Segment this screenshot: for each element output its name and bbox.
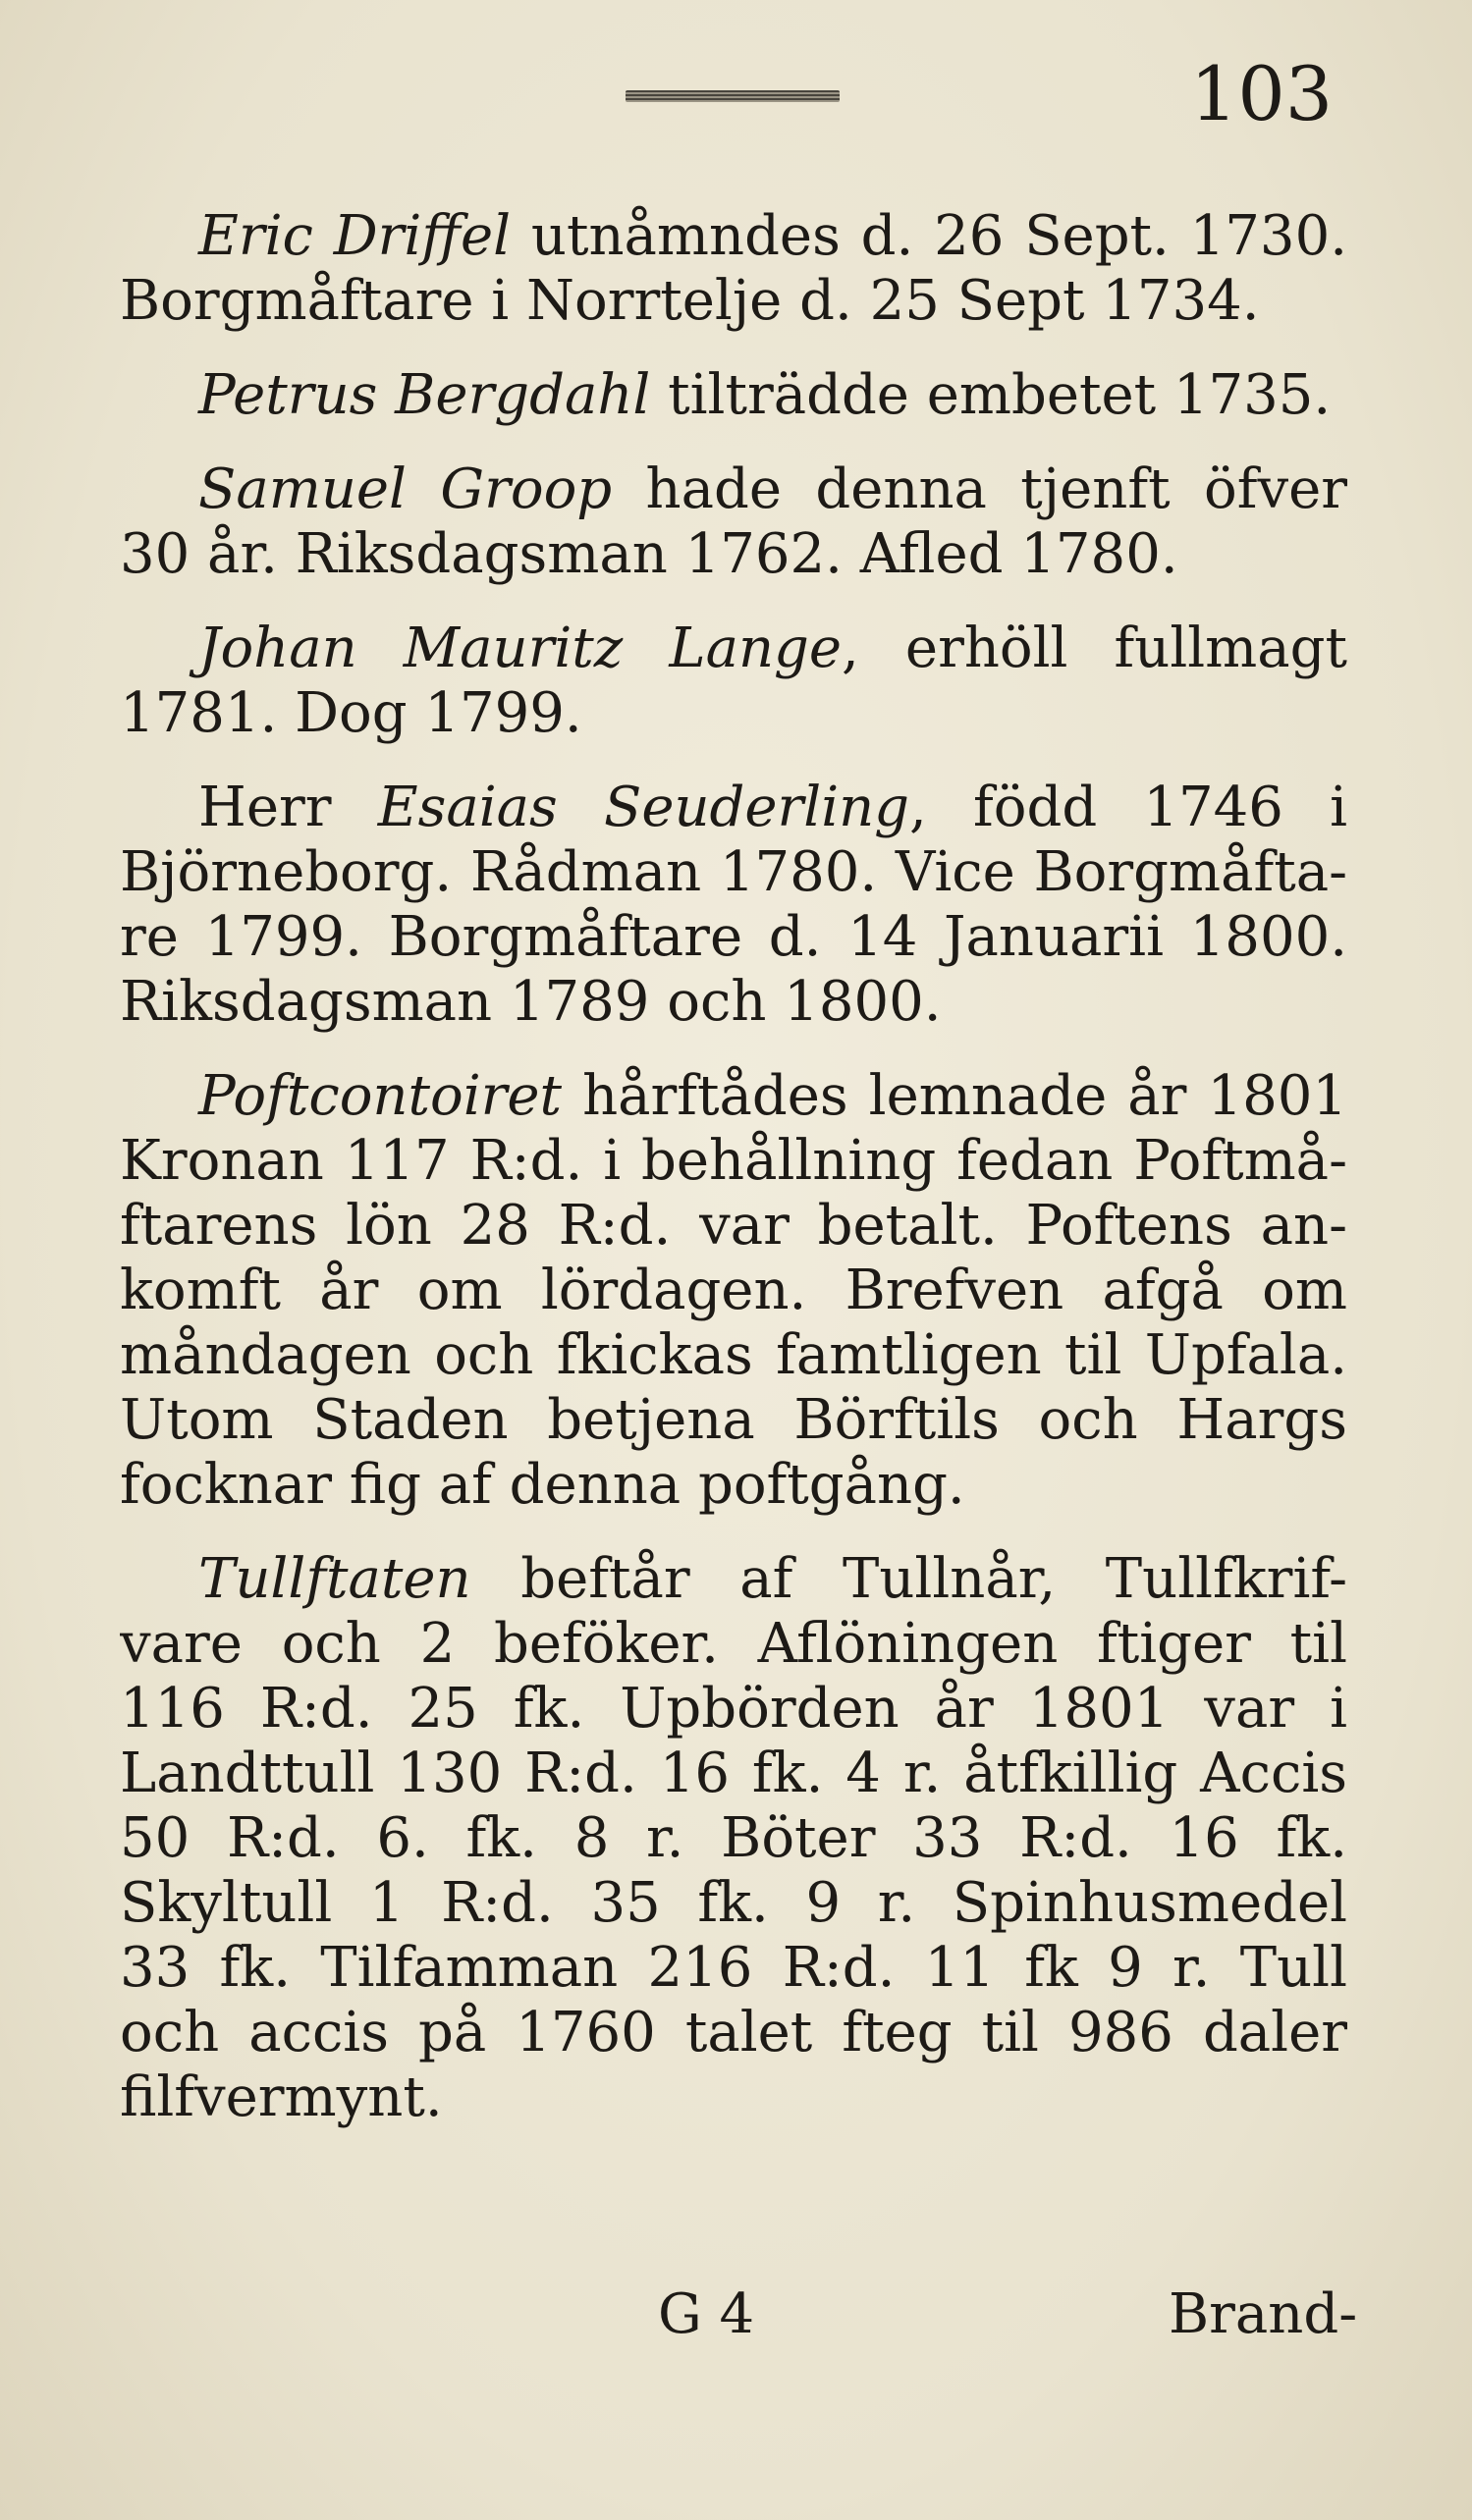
text-line xyxy=(120,2001,1347,2065)
text-line xyxy=(120,905,1347,970)
line-text: och accis på 1760 talet fteg til 986 daler xyxy=(120,2001,1347,2064)
line-text: Borgmåftare i Norrtelje d. 25 Sept 1734. xyxy=(120,269,1260,333)
paragraph xyxy=(120,457,1347,587)
text-line xyxy=(120,1194,1347,1259)
header-rule xyxy=(626,90,840,102)
line-text: Landttull 130 R:d. 16 fk. 4 r. åtfkillig Accis xyxy=(120,1742,1347,1805)
text-line xyxy=(120,1547,1347,1612)
paragraph xyxy=(120,1064,1347,1518)
line-prefix: Herr xyxy=(198,776,378,839)
text-line xyxy=(120,522,1347,587)
text-line xyxy=(120,1388,1347,1453)
line-text: Utom Staden betjena Börftils och Hargs xyxy=(120,1388,1347,1452)
line-text: filfvermynt. xyxy=(120,2065,443,2129)
text-line xyxy=(120,1323,1347,1388)
signature-mark: G 4 xyxy=(658,2282,755,2346)
person-name: Samuel Groop xyxy=(198,457,613,521)
person-name: Eric Driffel xyxy=(198,204,512,268)
page-number: 103 xyxy=(1190,50,1334,137)
paragraph xyxy=(120,776,1347,1035)
line-text: utnåmndes d. 26 Sept. 1730. xyxy=(511,204,1347,268)
line-text: måndagen och fkickas famtligen til Upfala. xyxy=(120,1323,1347,1387)
text-line xyxy=(120,1806,1347,1871)
text-line xyxy=(120,970,1347,1035)
text-line xyxy=(120,2065,1347,2130)
text-block xyxy=(120,204,1347,2160)
line-text: 116 R:d. 25 fk. Upbörden år 1801 var i xyxy=(120,1677,1347,1741)
text-line xyxy=(120,840,1347,905)
person-name: Johan Mauritz Lange xyxy=(198,617,843,680)
text-line xyxy=(120,1936,1347,2001)
text-line xyxy=(120,269,1347,334)
line-text: 50 R:d. 6. fk. 8 r. Böter 33 R:d. 16 fk. xyxy=(120,1806,1347,1870)
person-name: Esaias Seuderling xyxy=(377,776,910,839)
line-text: komft år om lördagen. Brefven afgå om xyxy=(120,1259,1347,1322)
line-text: Björneborg. Rådman 1780. Vice Borgmåfta- xyxy=(120,840,1347,904)
line-text: 33 fk. Tilfamman 216 R:d. 11 fk 9 r. Tull xyxy=(120,1936,1347,2000)
line-text: ftarens lön 28 R:d. var betalt. Poftens an- xyxy=(120,1194,1347,1258)
text-line xyxy=(120,776,1347,840)
text-line xyxy=(120,681,1347,746)
line-text: , född 1746 i xyxy=(909,776,1347,839)
line-text: focknar fig af denna poftgång. xyxy=(120,1453,965,1517)
text-line xyxy=(120,1064,1347,1129)
catchword: Brand- xyxy=(1169,2282,1358,2346)
paragraph xyxy=(120,204,1347,334)
text-line xyxy=(120,1259,1347,1323)
page-footer xyxy=(0,2282,1472,2371)
person-name: Tullftaten xyxy=(198,1547,471,1611)
person-name: Poftcontoiret xyxy=(198,1064,563,1128)
line-text: tilträdde embetet 1735. xyxy=(650,363,1332,427)
text-line xyxy=(120,617,1347,681)
line-text: Kronan 117 R:d. i behållning fedan Poftmå- xyxy=(120,1129,1347,1193)
line-text: 1781. Dog 1799. xyxy=(120,681,582,745)
text-line xyxy=(120,204,1347,269)
line-text: hårftådes lemnade år 1801 xyxy=(562,1064,1347,1128)
text-line xyxy=(120,1612,1347,1677)
text-line xyxy=(120,1871,1347,1936)
text-line xyxy=(120,1677,1347,1742)
line-text: 30 år. Riksdagsman 1762. Afled 1780. xyxy=(120,522,1178,586)
line-text: Skyltull 1 R:d. 35 fk. 9 r. Spinhusmedel xyxy=(120,1871,1347,1935)
text-line xyxy=(120,1453,1347,1518)
line-text: Riksdagsman 1789 och 1800. xyxy=(120,970,942,1034)
paragraph xyxy=(120,617,1347,746)
line-text: vare och 2 beföker. Aflöningen ftiger til xyxy=(120,1612,1347,1676)
paragraph xyxy=(120,1547,1347,2130)
line-text: hade denna tjenft öfver xyxy=(612,457,1347,521)
text-line xyxy=(120,457,1347,522)
text-line xyxy=(120,1742,1347,1806)
line-text: , erhöll fullmagt xyxy=(842,617,1347,680)
text-line xyxy=(120,363,1347,428)
person-name: Petrus Bergdahl xyxy=(198,363,651,427)
paragraph xyxy=(120,363,1347,428)
text-line xyxy=(120,1129,1347,1194)
line-text: beftår af Tullnår, Tullfkrif- xyxy=(470,1547,1347,1611)
line-text: re 1799. Borgmåftare d. 14 Januarii 1800. xyxy=(120,905,1347,969)
